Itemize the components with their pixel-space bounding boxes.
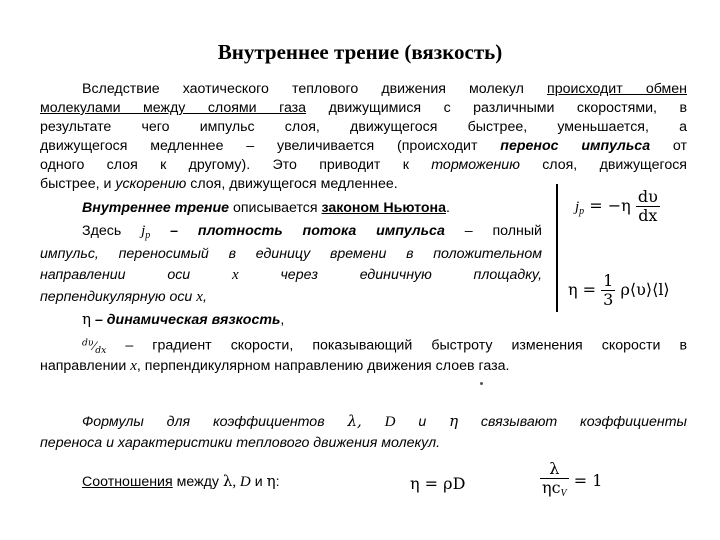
para1-text-5a: одного слоя к другому). Это приводит к (40, 157, 432, 173)
para2-term-viscosity: – динамическая вязкость (91, 312, 281, 328)
formula-eta-rho-D: η = ρD (410, 474, 466, 493)
para1-text-2: движущимися с различными скоростями, в (306, 100, 687, 116)
para1-text-5c: слоя, движущегося (519, 157, 687, 173)
para2-text-1d: . (445, 200, 450, 216)
symbol-x-3: x (130, 358, 137, 374)
para1-text-4a: движущегося медленнее – увеличивается (происходит (40, 138, 501, 154)
para2-term-friction: Внутреннее трение (82, 200, 230, 216)
para2-here: Здесь (82, 223, 122, 239)
para1-term-acceleration: ускорению (115, 176, 187, 192)
symbol-eta-2: η (449, 412, 459, 430)
para3-line1: Формулы для коэффициентов λ, D и η связывают коэффициенты (82, 412, 687, 430)
para2-line7: $^{d\upsilon}⁄_{dx}$ – градиент скорости, показывающий быстроту изменения скорости в (82, 337, 687, 356)
symbol-eta: η (82, 310, 91, 328)
formula-lambda-relation: $\frac{\lambda}{\eta c_V}$ = 1 (540, 460, 602, 503)
para4-line: Соотношения между λ, D и η: (82, 472, 280, 490)
para1-underlined-2: молекулами между слоями газа (40, 100, 307, 116)
para2-text-2c: – полный (444, 223, 542, 239)
para1-term-momentum: перенос импульса (500, 138, 651, 154)
para1-text: Вследствие хаотического теплового движения молекул (82, 81, 548, 97)
scan-dot (480, 382, 483, 385)
symbol-lambda: λ, (347, 412, 362, 430)
symbol-D: D (384, 414, 396, 430)
newton-fraction: $\frac{d\upsilon}{dx}$ (637, 187, 658, 225)
para2-line3: импульс, переносимый в единицу времени в положительном (40, 246, 542, 262)
para2-line6: η – динамическая вязкость, (82, 310, 285, 328)
para1-text-4c: от (650, 138, 687, 154)
formula-viscosity: η = $\frac{1}{3}$ ρ⟨υ⟩⟨l⟩ (568, 271, 670, 309)
formula-newton: $j_p = -\eta$ $\frac{d\upsilon}{dx}$ (575, 187, 658, 225)
para2-text-1b: описывается (229, 200, 322, 216)
para3-line2: переноса и характеристики теплового движения молекул. (40, 435, 441, 451)
symbol-x: x (232, 267, 239, 283)
para2-line8: направлении x, перпендикулярном направлению движения слоев газа. (40, 358, 510, 374)
para1-line4 (40, 137, 687, 156)
para2-line1 (82, 199, 542, 218)
para2-term-newton: законом Ньютона (321, 200, 446, 216)
formula-divider (556, 184, 558, 312)
para1-term-braking: торможению (431, 157, 520, 173)
para1-text-6c: слоя, движущегося медленнее. (186, 176, 398, 192)
viscosity-fraction: $\frac{1}{3}$ (603, 271, 614, 309)
para2-line4: направлении оси x через единичную площадку, (40, 267, 543, 283)
para1-line5 (40, 156, 687, 175)
para1-line1 (82, 80, 687, 99)
para4-term-relations: Соотношения (82, 474, 173, 490)
para2-term-flux: – плотность потока импульса (150, 223, 445, 239)
lambda-fraction: $\frac{\lambda}{\eta c_V}$ (542, 459, 567, 499)
para1-line2 (40, 99, 687, 118)
symbol-jp: $j_p$ (141, 223, 151, 241)
para1-text-6a: быстрее, и (40, 176, 116, 192)
para1-underlined: происходит обмен (547, 81, 687, 97)
para2-line5: перпендикулярную оси x, (40, 289, 207, 305)
slide-title: Внутреннее трение (вязкость) (217, 40, 503, 64)
symbol-x-2: x (196, 289, 203, 305)
para2-line2 (82, 222, 542, 245)
symbol-dv-dx: $^{d\upsilon}⁄_{dx}$ (82, 337, 107, 356)
para1-line3: результате чего импульс слоя, движущегося быстрее, уменьшается, а (40, 119, 687, 135)
